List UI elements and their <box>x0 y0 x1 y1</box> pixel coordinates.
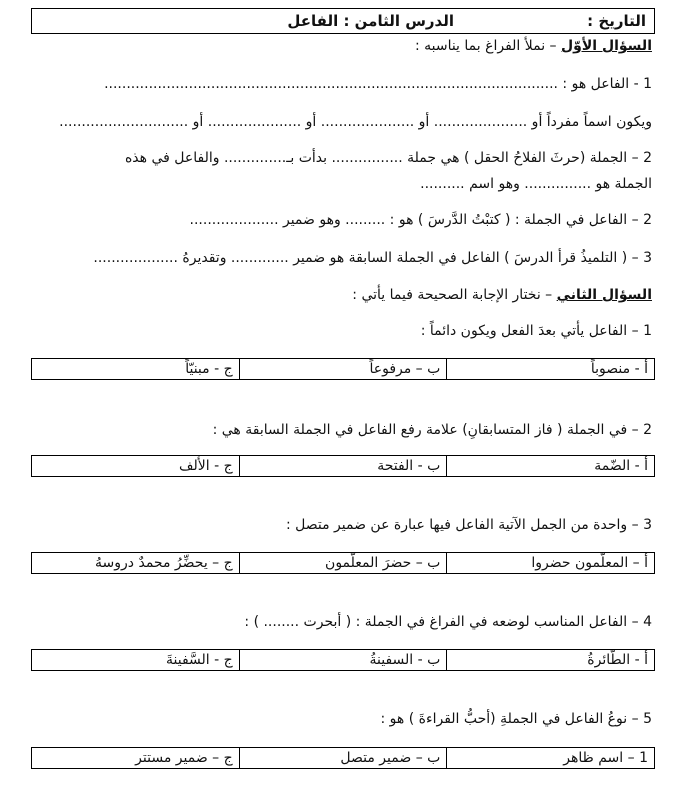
option-b[interactable]: ب - الفتحة <box>239 456 447 476</box>
question-1-options <box>31 358 655 380</box>
section2-instruction: – نختار الإجابة الصحيحة فيما يأتي : <box>352 287 557 303</box>
option-c[interactable]: ج - السَّفينةَ <box>165 652 233 668</box>
question-4-options <box>31 649 655 671</box>
fill-line-2: ويكون اسماً مفرداً أو ..................... أو ..................... أو ..................... أو ............................. <box>59 114 652 130</box>
section1-heading <box>415 38 652 54</box>
section2-heading <box>352 287 652 303</box>
section2-title: السؤال الثاني <box>556 287 652 303</box>
option-a[interactable]: أ - الطّائرةُ <box>446 650 654 670</box>
section1-title: السؤال الأوّل <box>561 38 652 54</box>
option-c[interactable]: ج – ضمير مستتر <box>135 750 233 766</box>
option-b[interactable]: ب - السفينةُ <box>239 650 447 670</box>
question-4-text: 4 – الفاعل المناسب لوضعه في الفراغ في الجملة : ( أبحرت ........ ) : <box>244 614 652 630</box>
fill-line-5: 2 – الفاعل في الجملة : ( كتبْتُ الدَّرسَ ) هو : ......... وهو ضمير .................... <box>189 212 652 228</box>
fill-line-3: 2 – الجملة (حرثَ الفلاحُ الحقل ) هي جملة ................ بدأت بـ.............. والفاعل في هذه <box>124 150 652 166</box>
lesson-title: الدرس الثامن : الفاعل <box>287 12 454 30</box>
question-2-options <box>31 455 655 477</box>
question-3-options <box>31 552 655 574</box>
question-5-text: 5 – نوعُ الفاعل في الجملةِ (أحبُّ القراءةَ ) هو : <box>380 711 652 727</box>
option-b[interactable]: ب – حضرَ المعلّمون <box>239 553 447 573</box>
question-5-options <box>31 747 655 769</box>
section1-instruction: – نملأ الفراغ بما يناسبه : <box>414 38 562 54</box>
option-a[interactable]: أ - منصوباً <box>446 359 654 379</box>
question-3-text: 3 – واحدة من الجمل الآتية الفاعل فيها عبارة عن ضمير متصل : <box>285 517 652 533</box>
option-b[interactable]: ب – مرفوعاً <box>239 359 447 379</box>
question-2-text: 2 – في الجملة ( فاز المتسابقانِ) علامة رفع الفاعل في الجملة السابقة هي : <box>212 422 652 438</box>
fill-line-6: 3 – ( التلميذُ قرأ الدرسَ ) الفاعل في الجملة السابقة هو ضمير ............. وتقديرهُ ................... <box>93 250 652 266</box>
option-c[interactable]: ج - مبنيّاً <box>185 361 233 377</box>
option-b[interactable]: ب – ضمير متصل <box>239 748 447 768</box>
fill-line-4: الجملة هو ............... وهو اسم .......... <box>420 176 652 192</box>
option-c[interactable]: ج - الألف <box>179 458 233 474</box>
option-a[interactable]: أ – المعلّمون حضروا <box>446 553 654 573</box>
option-a[interactable]: أ - الضّمة <box>446 456 654 476</box>
option-c[interactable]: ج – يحضِّرُ محمدٌ دروسهُ <box>95 555 233 571</box>
date-label: التاريخ : <box>587 12 646 30</box>
fill-line-1: 1 - الفاعل هو : ...................................................................................................... <box>104 76 652 92</box>
option-a[interactable]: 1 – اسم ظاهر <box>446 748 654 768</box>
header-box <box>31 8 655 34</box>
question-1-text: 1 – الفاعل يأتي بعدَ الفعل ويكون دائماً : <box>420 323 652 339</box>
